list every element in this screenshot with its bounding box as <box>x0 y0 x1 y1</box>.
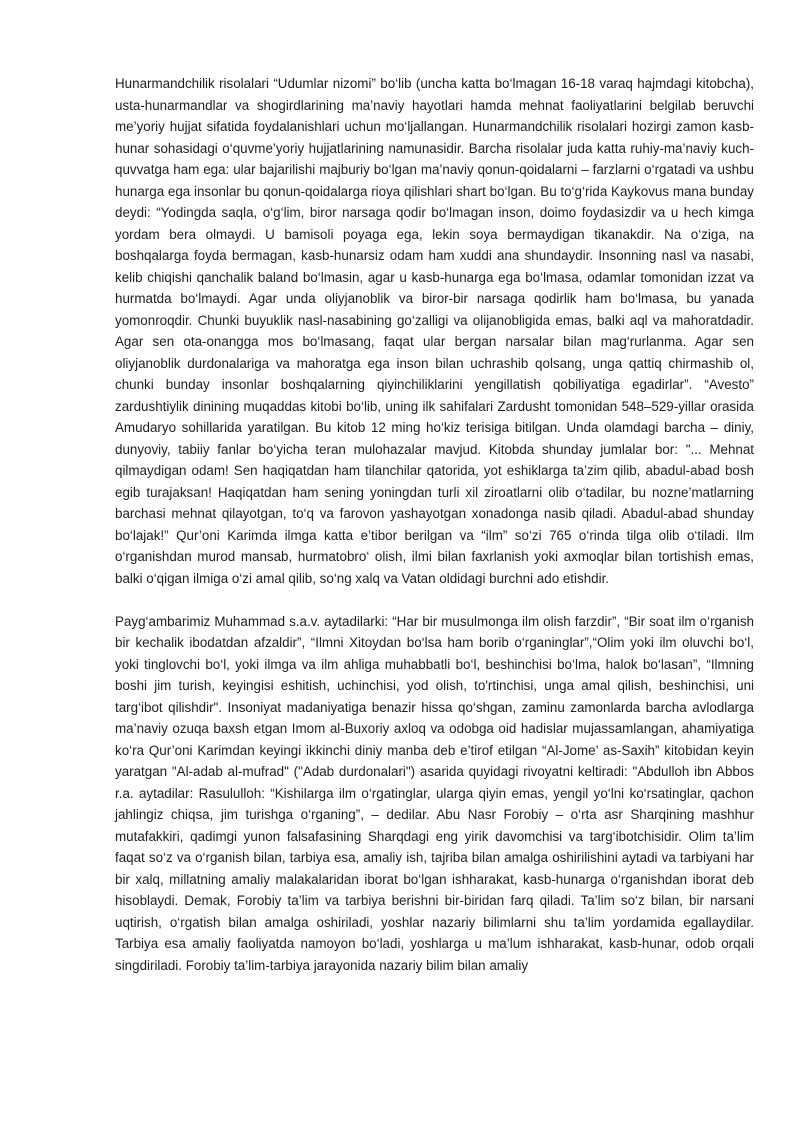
document-body <box>115 73 754 976</box>
paragraph-paygambarimiz-hadislari: Payg‘ambarimiz Muhammad s.a.v. aytadilarki: “Har bir musulmonga ilm olish farzdir”, “Bir soat ilm o‘rganish bir kechalik ibodatdan afzaldir”, “Ilmni Xitoydan bo‘lsa ham borib o‘rganinglar”,“Olim yoki ilm oluvchi bo‘l, yoki tinglovchi bo‘l, yoki ilmga va ilm ahliga muhabbatli bo‘l, beshinchisi bo‘lma, halok bo‘lasan”, “Ilmning boshi jim turish, keyingisi eshitish, uchinchisi, yod olish, to'rtinchisi, unga amal qilish, beshinchisi, uni targ‘ibot qilishdir". Insoniyat madaniyatiga benazir hissa qo‘shgan, zaminu zamonlarda barcha avlodlarga ma’naviy ozuqa baxsh etgan Imom al-Buxoriy axloq va odobga oid hadislar mujassamlangan, ahamiyatiga ko‘ra Qur’oni Karimdan keyingi ikkinchi diniy manba deb e’tirof etilgan “Al-Jome’ as-Saxih” kitobidan keyin yaratgan "Al-adab al-mufrad" ("Adab durdonalari") asarida quyidagi rivoyatni keltiradi: "Abdulloh ibn Abbos r.a. aytadilar: Rasululloh: “Kishilarga ilm o‘rgatinglar, ularga qiyin emas, yengil yo‘lni ko‘rsatinglar, qachon jahlingiz chiqsa, jim turishga o‘rganing”, – dedilar. Abu Nasr Forobiy – o‘rta asr Sharqining mashhur mutafakkiri, qadimgi yunon falsafasining Sharqdagi eng yirik davomchisi va targ‘ibotchisidir. Olim ta’lim faqat so‘z va o‘rganish bilan, tarbiya esa, amaliy ish, tajriba bilan amalga oshirilishini aytadi va tarbiyani har bir xalq, millatning amaliy malakalaridan iborat bo‘lgan ishharakat, kasb-hunarga o‘rganishdan iborat deb hisoblaydi. Demak, Forobiy ta’lim va tarbiya berishni bir-biridan farq qiladi. Ta’lim so‘z bilan, bir narsani uqtirish, o‘rgatish bilan amalga oshiriladi, yoshlar nazariy bilimlarni shu ta’lim yordamida egallaydilar. Tarbiya esa amaliy faoliyatda namoyon bo‘ladi, yoshlarga u ma’lum ishharakat, kasb-hunar, odob orqali singdiriladi. Forobiy ta’lim-tarbiya jarayonida nazariy bilim bilan amaliy <box>115 613 754 973</box>
paragraph-hunarmandchilik-risolalari: Hunarmandchilik risolalari “Udumlar nizomi” bo‘lib (uncha katta bo‘lmagan 16-18 varaq hajmdagi kitobcha), usta-hunarmandlar va shogirdlarining ma’naviy hayotlari hamda mehnat faoliyatlarini belgilab beruvchi me’yoriy hujjat sifatida foydalanishlari uchun mo‘ljallangan. Hunarmandchilik risolalari hozirgi zamon kasb-hunar sohasidagi o‘quvme’yoriy hujjatlarining namunasidir. Barcha risolalar juda katta ruhiy-ma’naviy kuch-quvvatga ham ega: ular bajarilishi majburiy bo‘lgan ma’naviy qonun-qoidalarni – farzlarni o‘rgatadi va ushbu hunarga ega insonlar bu qonun-qoidalarga rioya qilishlari shart bo‘lgan. Bu to‘g‘rida Kaykovus mana bunday deydi: “Yodingda saqla, o‘g‘lim, biror narsaga qodir bo‘lmagan inson, doimo foydasizdir va u hech kimga yordam bera olmaydi. U bamisoli poyaga ega, lekin soya bermaydigan tikanakdir. Na o‘ziga, na boshqalarga foyda bermagan, kasb-hunarsiz odam ham xuddi ana shundaydir. Insonning nasl va nasabi, kelib chiqishi qanchalik baland bo‘lmasin, agar u kasb-hunarga ega bo‘lmasa, odamlar tomonidan izzat va hurmatda bo‘lmaydi. Agar unda oliyjanoblik va biror-bir narsaga qodirlik ham bo‘lmasa, bu yanada yomonroqdir. Chunki buyuklik nasl-nasabining go‘zalligi va olijanobligida emas, balki aql va mahoratdadir. Agar sen ota-onangga mos bo‘lmasang, faqat ular bergan narsalar bilan mag‘rurlanma. Agar sen oliyjanoblik durdonalariga va mahoratga ega inson bilan uchrashib qolsang, unga qattiq chirmashib ol, chunki bunday insonlar boshqalarning qiyinchiliklarini yengillatish qobiliyatiga egadirlar”. “Avesto” zardushtiylik dinining muqaddas kitobi bo‘lib, uning ilk sahifalari Zardusht tomonidan 548–529-yillar orasida Amudaryo sohillarida yaratilgan. Bu kitob 12 ming ho‘kiz terisiga bitilgan. Unda olamdagi barcha – diniy, dunyoviy, tabiiy fanlar bo‘yicha teran mulohazalar mavjud. Kitobda shunday jumlalar bor: "... Mehnat qilmaydigan odam! Sen haqiqatdan ham tilanchilar qatorida, yot eshiklarga ta’zim qilib, abadul-abad bosh egib turajaksan! Haqiqatdan ham sening yoningdan turli xil ziroatlarni olib o‘tadilar, bu nozne’matlarning barchasi mehnat qilayotgan, to‘q va farovon yashayotgan xonadonga nasib qiladi. Abadul-abad shunday bo‘lajak!” Qur’oni Karimda ilmga katta e’tibor berilgan va “ilm” so‘zi 765 o‘rinda tilga olib o‘tiladi. Ilm o‘rganishdan murod mansab, hurmatobro‘ olish, ilmi bilan faxrlanish yoki axmoqlar bilan tortishish emas, balki o‘qigan ilmiga o‘zi amal qilib, so‘ng xalq va Vatan oldidagi burchni ado etishdir. <box>115 76 754 586</box>
